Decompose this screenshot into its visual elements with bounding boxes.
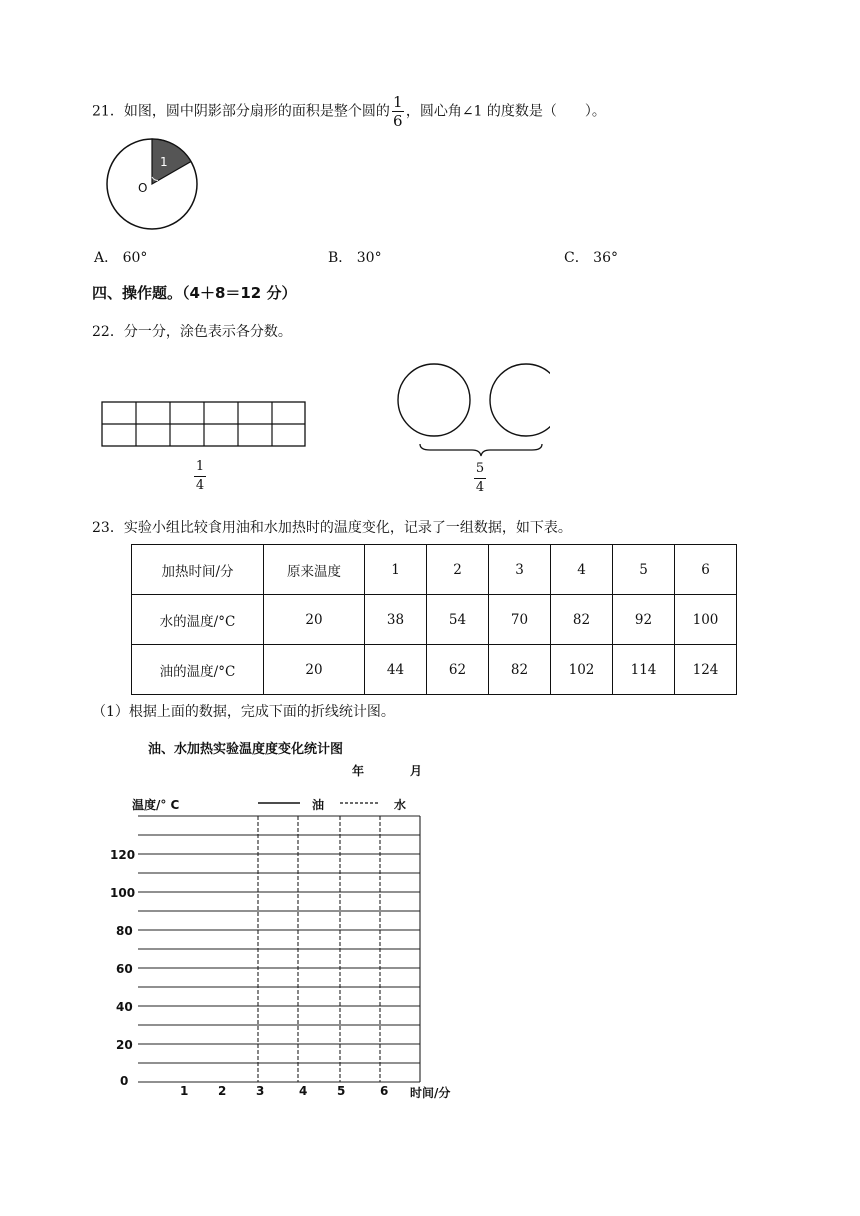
option-letter: C． (564, 250, 589, 266)
table-header-row (132, 545, 737, 595)
y-tick-label: 80 (116, 924, 133, 938)
chart-month: 月 (410, 764, 423, 778)
center-label: O (138, 181, 148, 195)
x-tick-label: 4 (299, 1084, 308, 1098)
section-title: 四、操作题。（4＋8＝12 分） (92, 284, 297, 302)
table-cell: 4 (551, 545, 613, 595)
x-tick-label: 1 (180, 1084, 189, 1098)
q22-fraction-2 (472, 460, 488, 497)
table-cell: 1 (365, 545, 427, 595)
q21-text-a: 如图，圆中阴影部分扇形的面积是整个圆的 (123, 103, 390, 120)
y-tick-label: 40 (116, 1000, 133, 1014)
q21-option-b[interactable] (328, 248, 382, 268)
chart-ylabel: 温度/° C (132, 798, 180, 812)
y-tick-label: 0 (120, 1074, 129, 1088)
q21-circle-figure (100, 132, 204, 236)
y-tick-label: 120 (110, 848, 136, 862)
fraction-denominator: 4 (475, 480, 485, 495)
table-cell: 5 (613, 545, 675, 595)
chart-year: 年 (352, 764, 365, 778)
option-value: 30° (356, 250, 382, 266)
fraction-numerator: 5 (475, 461, 485, 476)
q22-fraction-1 (192, 458, 208, 495)
table-cell: 油的温度/°C (132, 645, 264, 695)
legend-water: 水 (394, 798, 407, 812)
q21-option-c[interactable] (564, 248, 618, 268)
table-cell: 102 (551, 645, 613, 695)
x-tick-label: 5 (337, 1084, 346, 1098)
table-cell: 2 (427, 545, 489, 595)
table-row (132, 595, 737, 645)
table-cell: 82 (551, 595, 613, 645)
table-cell: 6 (675, 545, 737, 595)
fraction-numerator: 1 (393, 93, 403, 111)
q21-option-a[interactable] (94, 248, 147, 268)
y-tick-label: 60 (116, 962, 133, 976)
option-letter: A． (94, 250, 119, 266)
brace (420, 444, 542, 456)
circle-right[interactable] (490, 364, 550, 436)
table-cell: 70 (489, 595, 551, 645)
table-cell: 100 (675, 595, 737, 645)
y-tick-label: 100 (110, 886, 136, 900)
fraction-denominator: 6 (393, 112, 403, 130)
legend-oil: 油 (312, 798, 325, 812)
y-tick-label: 20 (116, 1038, 133, 1052)
table-cell: 44 (365, 645, 427, 695)
q21-number: 21． (92, 103, 124, 120)
table-cell: 38 (365, 595, 427, 645)
table-cell: 124 (675, 645, 737, 695)
x-tick-label: 2 (218, 1084, 227, 1098)
q22-rect-grid[interactable] (100, 400, 310, 450)
q22-question: 22．分一分，涂色表示各分数。 (92, 324, 292, 340)
q23-sub1: （1）根据上面的数据，完成下面的折线统计图。 (92, 704, 395, 720)
table-cell: 原来温度 (264, 545, 365, 595)
table-cell: 54 (427, 595, 489, 645)
q22-two-circles[interactable] (390, 362, 550, 458)
chart-xlabel: 时间/分 (410, 1086, 451, 1100)
table-cell: 20 (264, 645, 365, 695)
table-cell: 92 (613, 595, 675, 645)
q21-text-b: ，圆心角∠1 的度数是（ ）。 (405, 103, 606, 120)
table-cell: 114 (613, 645, 675, 695)
data-table (131, 544, 737, 695)
chart-title: 油、水加热实验温度度变化统计图 (148, 742, 344, 757)
x-tick-label: 6 (380, 1084, 389, 1098)
table-cell: 3 (489, 545, 551, 595)
option-value: 60° (122, 250, 148, 266)
x-tick-label: 3 (256, 1084, 265, 1098)
q23-question: 23．实验小组比较食用油和水加热时的温度变化，记录了一组数据，如下表。 (92, 520, 572, 536)
option-letter: B． (328, 250, 353, 266)
q21-question (92, 93, 606, 130)
angle-label: 1 (160, 155, 168, 169)
table-cell: 82 (489, 645, 551, 695)
option-value: 36° (593, 250, 618, 266)
table-cell: 水的温度/°C (132, 595, 264, 645)
q21-fraction (392, 93, 404, 130)
table-cell: 62 (427, 645, 489, 695)
circle-left[interactable] (398, 364, 470, 436)
table-cell: 加热时间/分 (132, 545, 264, 595)
fraction-numerator: 1 (195, 459, 205, 474)
table-cell: 20 (264, 595, 365, 645)
chart-grid[interactable] (100, 810, 480, 1110)
table-row (132, 645, 737, 695)
fraction-denominator: 4 (195, 478, 205, 493)
